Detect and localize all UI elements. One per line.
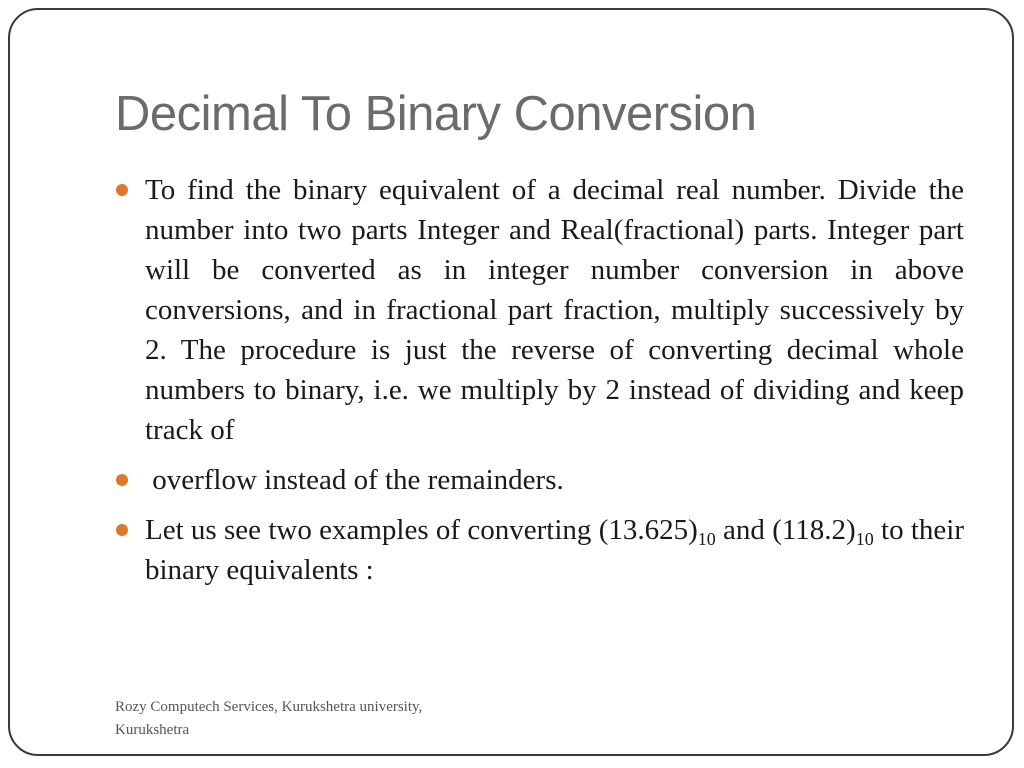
bullet-text-2-content: overflow instead of the remainders. [152,464,564,496]
example-base-2: 10 [855,529,874,549]
bullet-text-2 [145,460,964,500]
bullet-text-3 [145,510,964,590]
bullet-text-3-after: to their binary equivalents : [145,514,964,586]
slide-footer [115,696,535,742]
bullet-item-3 [112,510,964,590]
example-number-1: (13.625) [598,514,698,546]
bullet-item-2 [112,460,964,500]
slide-title: Decimal To Binary Conversion [115,87,757,141]
example-base-1: 10 [697,529,716,549]
bullet-text-3-middle: and [715,514,773,546]
bullet-text-3-before: Let us see two examples of converting [145,514,599,546]
bullet-dot-icon [116,524,128,536]
bullet-text-1: To find the binary equivalent of a decimal real number. Divide the number into two parts Integer and Real(fractional) parts. Integer part will be converted as in integer number conversion in above conversions, and in fractional part fraction, multiply successively by 2. The procedure is just the reverse of converting decimal whole numbers to binary, i.e. we multiply by 2 instead of dividing and keep track of [145,174,964,446]
bullet-item-1 [112,170,964,450]
footer-line-2: Kurukshetra [115,722,190,738]
bullet-dot-icon [116,184,128,196]
slide [8,8,1014,756]
bullet-dot-icon [116,474,128,486]
example-number-2: (118.2) [772,514,856,546]
footer-line-1: Rozy Computech Services, Kurukshetra university, [115,699,423,715]
bullet-list [112,170,964,590]
